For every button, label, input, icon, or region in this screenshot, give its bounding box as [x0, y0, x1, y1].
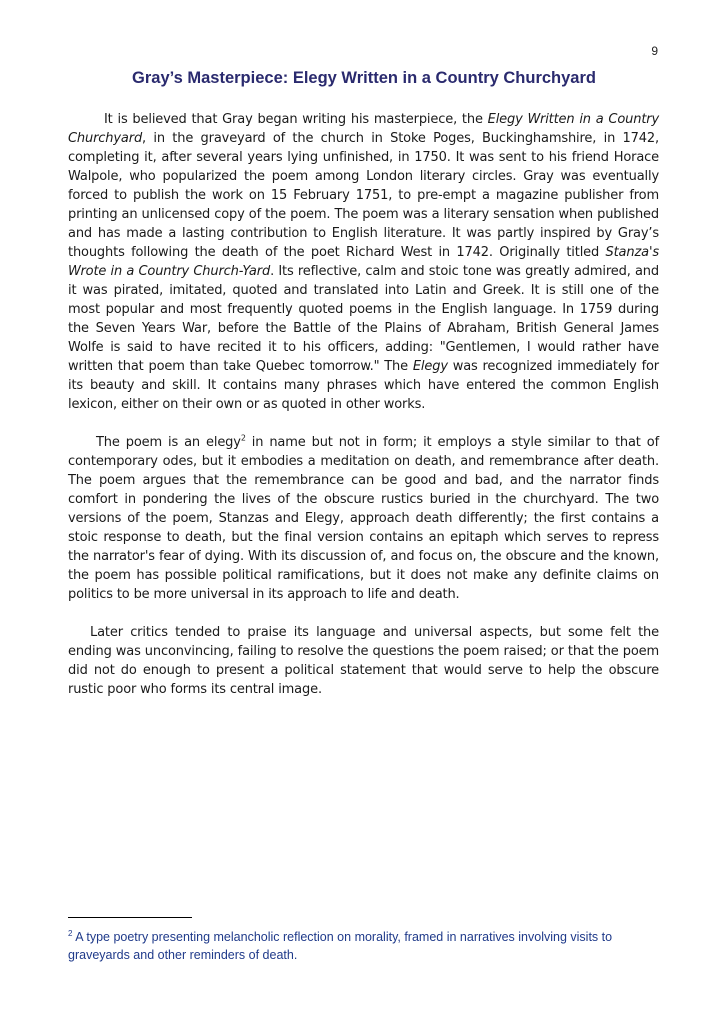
- p1-italic-elegy: Elegy: [412, 359, 448, 374]
- p2-text-2: in name but not in form; it employs a style similar to that of contemporary odes, but it embodies a meditation on death, and remembrance after death. The poem argues that the remembrance can be good and bad, and the narrator finds comfort in pondering the lives of the obscure rustics buried in the churchyard. The two versions of the poem, Stanzas and Elegy, approach death differently; the first contains a stoic response to death, but the final version contains an epitaph which serves to repress the narrator's fear of dying. With its discussion of, and focus on, the obscure and the known, the poem has possible political ramifications, but it does not make any definite claims on politics to be more universal in its approach to life and death.: [68, 435, 659, 602]
- paragraph-2: [68, 433, 659, 604]
- p1-text-3: . Its reflective, calm and stoic tone was greatly admired, and it was pirated, imitated, quoted and translated into Latin and Greek. It is still one of the most popular and most frequently quoted poems in the English language. In 1759 during the Seven Years War, before the Battle of the Plains of Abraham, British General James Wolfe is said to have recited it to his officers, adding: "Gentlemen, I would rather have written that poem than take Quebec tomorrow." The: [68, 264, 659, 374]
- p1-text-2: , in the graveyard of the church in Stoke Poges, Buckinghamshire, in 1742, completing it, after several years lying unfinished, in 1750. It was sent to his friend Horace Walpole, who popularized the poem among London literary circles. Gray was eventually forced to publish the work on 15 February 1751, to pre-empt a magazine publisher from printing an unlicensed copy of the poem. The poem was a literary sensation when published and has made a lasting contribution to English literature. It was partly inspired by Gray’s thoughts following the death of the poet Richard West in 1742. Originally titled: [68, 131, 659, 260]
- paragraph-1: [68, 110, 659, 414]
- p1-text-4: was recognized immediately for its beauty and skill. It contains many phrases which have entered the common English lexicon, either on their own or as quoted in other works.: [68, 359, 659, 412]
- footnote-text: A type poetry presenting melancholic reflection on morality, framed in narratives involving visits to graveyards and other reminders of death.: [68, 930, 613, 962]
- page-title: Gray’s Masterpiece: Elegy Written in a Country Churchyard: [132, 69, 596, 87]
- p2-text-1: The poem is an elegy: [96, 435, 241, 450]
- body-text: [68, 110, 659, 718]
- paragraph-3: Later critics tended to praise its language and universal aspects, but some felt the ending was unconvincing, failing to resolve the questions the poem raised; or that the poem did not do enough to present a political statement that would serve to help the obscure rustic poor who forms its central image.: [68, 625, 659, 697]
- page-number: 9: [651, 44, 658, 58]
- footnote-marker: 2: [68, 928, 73, 938]
- p1-text-1: It is believed that Gray began writing his masterpiece, the: [104, 112, 488, 127]
- footnote: [68, 928, 664, 964]
- p1-italic-original-title: Stanza's Wrote in a Country Church-Yard: [68, 245, 659, 279]
- p1-italic-elegy-title: Elegy Written in a Country Churchyard: [68, 112, 659, 146]
- footnote-divider: [68, 917, 192, 918]
- footnote-reference: 2: [240, 433, 246, 443]
